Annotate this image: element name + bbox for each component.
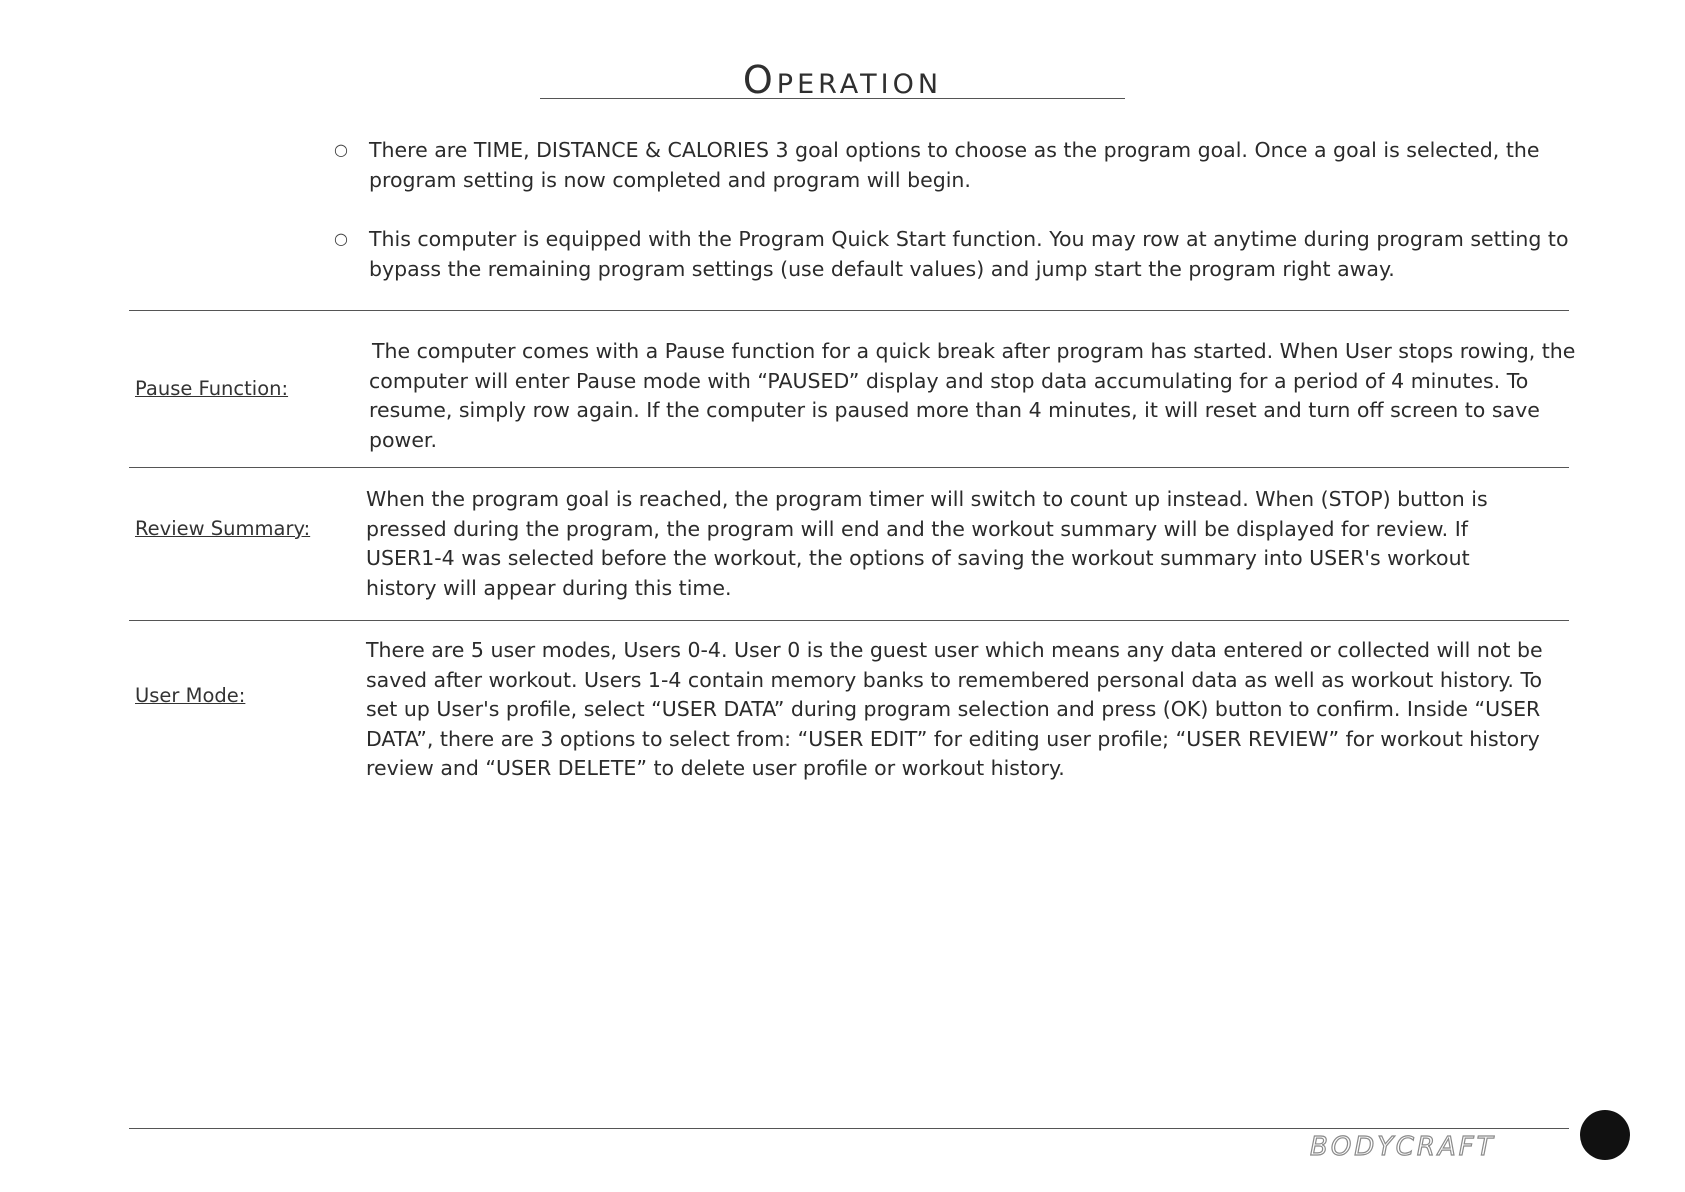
title-underline: [540, 98, 1125, 99]
user-mode-text: There are 5 user modes, Users 0-4. User 0 is the guest user which means any data entered or collected will not be saved after workout. Users 1-4 contain memory banks to remembered personal data as well as workout history. To set up User's profile, select “USER DATA” during program selection and press (OK) button to confirm. Inside “USER DATA”, there are 3 options to select from: “USER EDIT” for editing user profile; “USER REVIEW” for workout history review and “USER DELETE” to delete user profile or workout history.: [366, 638, 1543, 780]
user-mode-label: User Mode:: [135, 684, 246, 707]
section-divider: [129, 310, 1569, 311]
brand-logo: BODYCRAFT: [1310, 1132, 1496, 1162]
pause-function-text: The computer comes with a Pause function for a quick break after program has started. When User stops rowing, the computer will enter Pause mode with “PAUSED” display and stop data accumulating for a period of 4 minutes. To resume, simply row again. If the computer is paused more than 4 minutes, it will reset and turn off screen to save power.: [369, 339, 1576, 452]
quick-start-paragraph: This computer is equipped with the Program Quick Start function. You may row at anytime during program setting to bypass the remaining program settings (use default values) and jump start the program right away.: [369, 227, 1569, 281]
bullet-marker: ○: [334, 229, 348, 248]
section-divider: [129, 620, 1569, 621]
review-summary-label: Review Summary:: [135, 517, 311, 540]
page-number-dot: [1580, 1110, 1630, 1160]
bullet-marker: ○: [334, 140, 348, 159]
pause-function-label: Pause Function:: [135, 377, 289, 400]
goal-options-paragraph: There are TIME, DISTANCE & CALORIES 3 goal options to choose as the program goal. Once a goal is selected, the program setting is now completed and program will begin.: [369, 138, 1540, 192]
footer-divider: [129, 1128, 1569, 1129]
section-divider: [129, 467, 1569, 468]
page-title: Operation: [742, 58, 943, 102]
review-summary-text: When the program goal is reached, the program timer will switch to count up instead. When (STOP) button is pressed during the program, the program will end and the workout summary will be displayed for review. If USER1-4 was selected before the workout, the options of saving the workout summary into USER's workout history will appear during this time.: [366, 487, 1488, 600]
